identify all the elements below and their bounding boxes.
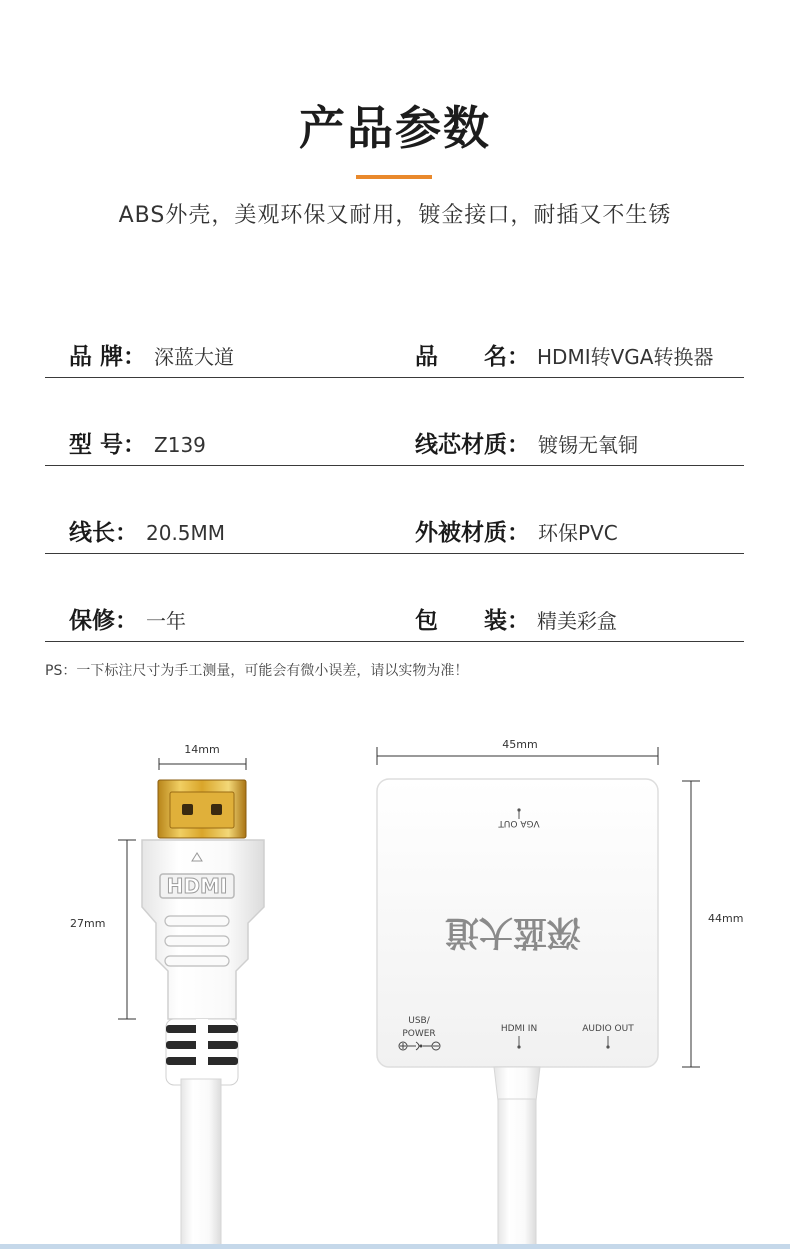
spec-label: 品 名： xyxy=(415,344,530,370)
spec-label: 型 号： xyxy=(69,432,147,458)
box-width-dimension xyxy=(377,738,658,765)
spec-label: 外被材质： xyxy=(415,520,530,546)
spec-row-3 xyxy=(45,513,744,554)
subtitle: ABS外壳，美观环保又耐用，镀金接口，耐插又不生锈 xyxy=(118,203,672,228)
spec-label: 包 装： xyxy=(415,608,530,634)
plug-width-dimension xyxy=(159,743,246,770)
svg-text:VGA OUT: VGA OUT xyxy=(498,818,540,828)
spec-value: 镀锡无氧铜 xyxy=(538,433,638,457)
spec-core-material xyxy=(415,425,638,465)
brand-mark: 深蓝大道 xyxy=(445,912,581,952)
converter-box xyxy=(377,779,658,1249)
svg-text:USB/: USB/ xyxy=(408,1016,430,1026)
spec-product-name xyxy=(415,337,713,377)
box-height-label: 44mm xyxy=(708,912,744,925)
bottom-edge-strip xyxy=(0,1244,790,1249)
spec-value: Z139 xyxy=(154,433,206,457)
measurement-note: PS：一下标注尺寸为手工测量，可能会有微小误差，请以实物为准！ xyxy=(45,663,469,679)
spec-brand xyxy=(69,337,234,377)
plug-height-dimension xyxy=(70,840,136,1019)
spec-row-2 xyxy=(45,425,744,466)
spec-value: 一年 xyxy=(146,609,186,633)
svg-text:POWER: POWER xyxy=(402,1029,436,1039)
spec-row-4 xyxy=(45,601,744,642)
spec-packaging xyxy=(415,601,617,641)
spec-value: 环保PVC xyxy=(538,521,618,545)
spec-length xyxy=(69,513,225,553)
svg-text:AUDIO OUT: AUDIO OUT xyxy=(582,1024,634,1034)
spec-model xyxy=(69,425,206,465)
svg-text:HDMI IN: HDMI IN xyxy=(500,1024,538,1034)
title-accent-bar xyxy=(356,175,432,179)
spec-label: 保修： xyxy=(69,608,138,634)
box-width-label: 45mm xyxy=(502,738,538,751)
spec-row-1 xyxy=(45,337,744,378)
hdmi-logo: HDMI xyxy=(166,874,228,898)
box-height-dimension xyxy=(682,781,743,1067)
spec-value: HDMI转VGA转换器 xyxy=(537,345,714,369)
spec-value: 20.5MM xyxy=(146,521,226,545)
spec-label: 品 牌： xyxy=(69,344,147,370)
spec-warranty xyxy=(69,601,186,641)
plug-height-label: 27mm xyxy=(70,917,106,930)
spec-value: 深蓝大道 xyxy=(154,345,235,369)
spec-label: 线芯材质： xyxy=(415,432,530,458)
plug-width-label: 14mm xyxy=(184,743,220,756)
product-diagram xyxy=(0,689,790,1249)
spec-jacket-material xyxy=(415,513,618,553)
hdmi-plug xyxy=(142,780,264,1249)
spec-value: 精美彩盒 xyxy=(537,609,617,633)
page-title: 产品参数 xyxy=(299,101,491,155)
spec-label: 线长： xyxy=(69,520,138,546)
